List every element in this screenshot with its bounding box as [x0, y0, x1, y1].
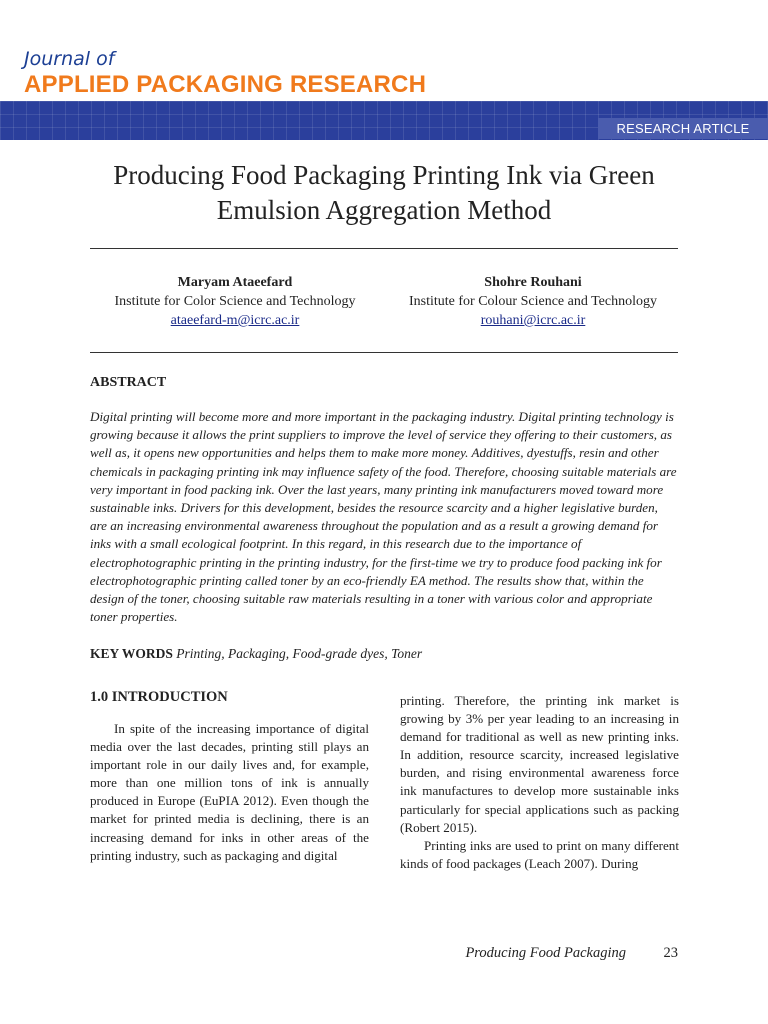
abstract-heading: ABSTRACT: [90, 375, 167, 390]
running-title: Producing Food Packaging: [465, 945, 626, 961]
body-paragraph: printing. Therefore, the printing ink market is growing by 3% per year leading to an increasing in demand for traditional as well as new printing inks. In addition, resource scarcity, increased legislative burden, and rising environmental awareness force ink manufactures to develop more sustainable inks particularly for special applications such as packing (Robert 2015).: [400, 693, 679, 835]
right-column: [400, 692, 679, 873]
keywords-label: KEY WORDS: [90, 646, 173, 661]
divider: [90, 248, 678, 249]
page-number: 23: [663, 945, 678, 961]
author-affiliation: Institute for Color Science and Technology: [114, 294, 356, 309]
article-type-label: RESEARCH ARTICLE: [598, 118, 768, 139]
left-column: [90, 688, 369, 865]
author-email-link[interactable]: rouhani@icrc.ac.ir: [480, 313, 586, 328]
keywords: [90, 645, 678, 663]
divider: [90, 352, 678, 353]
keywords-text: Printing, Packaging, Food-grade dyes, Toner: [176, 646, 423, 661]
journal-prefix: Journal of: [24, 48, 115, 70]
journal-name: APPLIED PACKAGING RESEARCH: [24, 71, 427, 98]
author-affiliation: Institute for Colour Science and Technology: [409, 294, 657, 309]
author-block: [90, 273, 380, 330]
author-block: [388, 273, 678, 330]
author-name: Maryam Ataeefard: [177, 275, 293, 290]
body-paragraph: In spite of the increasing importance of digital media over the last decades, printing still plays an important role in our daily lives and, for example, more than one million tons of ink is annually produced in Europe (EuPIA 2012). Even though the market for printed media is declining, there is an increasing demand for inks in other areas of the printing industry, such as packaging and digital: [90, 721, 369, 863]
author-email-link[interactable]: ataeefard-m@icrc.ac.ir: [170, 313, 300, 328]
section-heading: 1.0 INTRODUCTION: [90, 689, 228, 705]
abstract-text: Digital printing will become more and more important in the packaging industry. Digital printing technology is growing because it allows the print suppliers to improve the level of service they offering to their customers, as well as, it opens new opportunities and helps them to make more money. Additives, dyestuffs, resin and other chemicals in packaging printing ink may influence safety of the food. Therefore, choosing suitable materials are very important in food packing ink. Over the last years, many printing ink manufacturers moved toward more sustainable inks. Drivers for this development, besides the resource scarcity and a higher legislative burden, are an increasing environmental awareness throughout the population and as a result a growing demand for inks with a small ecological footprint. In this regard, in this research due to the importance of electrophotographic printing in the printing industry, for the first-time we try to produce food packing ink for electrophotographic printing called toner by an eco-friendly EA method. The results show that, within the design of the toner, choosing suitable raw materials resulting in a toner with various color and appropriate toner properties.: [90, 409, 677, 625]
paper-title: Producing Food Packaging Printing Ink via Green Emulsion Aggregation Method: [113, 160, 655, 225]
body-paragraph: Printing inks are used to print on many different kinds of food packages (Leach 2007). During: [400, 837, 679, 871]
author-name: Shohre Rouhani: [484, 275, 582, 290]
